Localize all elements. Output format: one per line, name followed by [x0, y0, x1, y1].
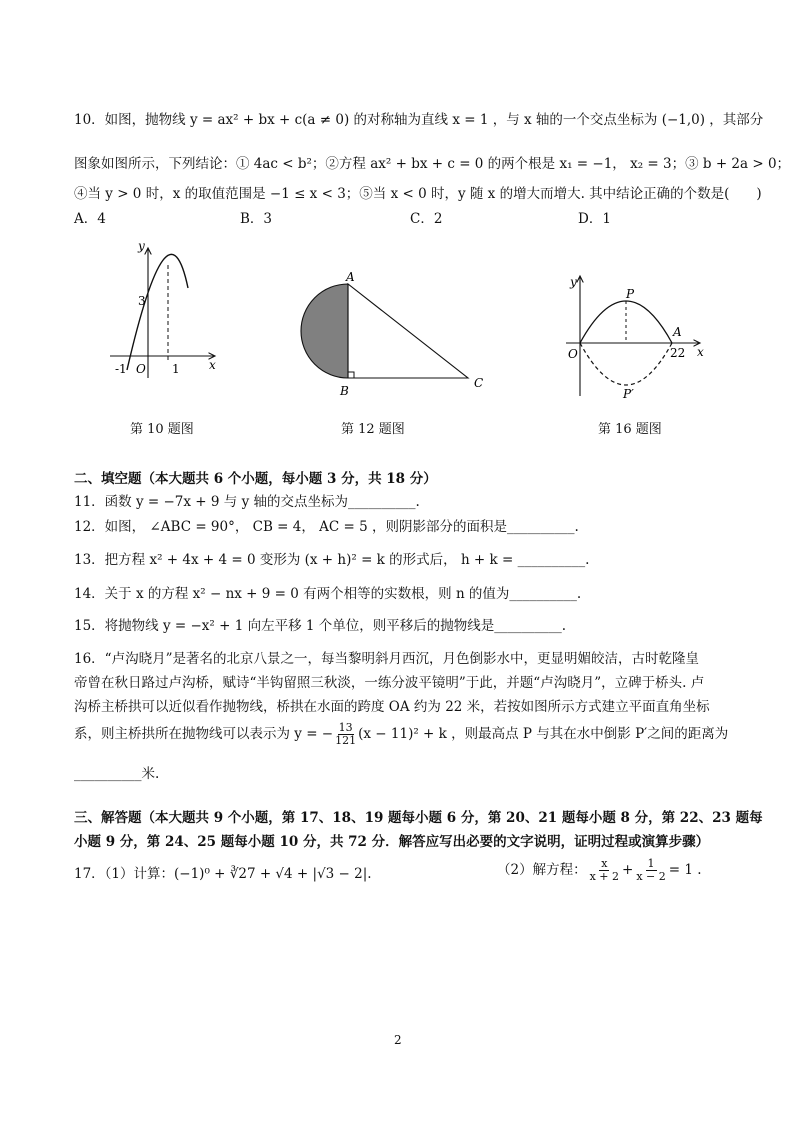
fraction-denominator: 121 — [335, 734, 357, 747]
caption-fig10: 第 10 题图 — [130, 422, 194, 437]
fraction-numerator: x — [601, 857, 608, 870]
label-p-prime: P′ — [623, 387, 634, 401]
label-p: P — [626, 287, 635, 301]
q16-line4 — [74, 722, 728, 747]
label-c: C — [474, 376, 484, 390]
page-number: 2 — [394, 1033, 402, 1047]
q17-part2 — [497, 858, 702, 883]
fraction-denominator: x + 2 — [589, 870, 620, 883]
q14: 14．关于 x 的方程 x² − nx + 9 = 0 有两个相等的实数根，则 n 的值为__________. — [74, 586, 582, 602]
shaded-semicircle — [301, 284, 348, 378]
label-neg1: -1 — [115, 362, 127, 376]
parabola — [127, 254, 188, 370]
q11: 11．函数 y = −7x + 9 与 y 轴的交点坐标为__________. — [74, 494, 420, 510]
fraction-numerator: 1 — [647, 857, 655, 870]
label-1: 1 — [172, 362, 180, 376]
section2-title: 二、填空题（本大题共 6 个小题，每小题 3 分，共 18 分） — [74, 471, 437, 487]
caption-fig12: 第 12 题图 — [341, 422, 405, 437]
fraction-x-over-x-plus-2 — [590, 858, 619, 883]
equation-rhs: = 1 . — [668, 862, 702, 878]
label-a: A — [673, 325, 682, 339]
q10-line1: 10．如图，抛物线 y = ax² + bx + c(a ≠ 0) 的对称轴为直线 x = 1 ，与 x 轴的一个交点坐标为 (−1,0) ，其部分 — [74, 112, 764, 128]
q13: 13．把方程 x² + 4x + 4 = 0 变形为 (x + h)² = k 的形式后， h + k = __________. — [74, 552, 590, 568]
y-label: y — [138, 239, 145, 253]
right-angle-mark — [348, 372, 354, 378]
fraction-denominator: x − 2 — [636, 870, 666, 883]
triangle-abc — [348, 284, 468, 378]
x-label: x — [209, 358, 216, 372]
q10-option-a: A．4 — [74, 211, 106, 227]
q16-line4-end: (x − 11)² + k ，则最高点 P 与其在水中倒影 P′之间的距离为 — [358, 726, 729, 742]
figure-12 — [290, 268, 490, 403]
q10-option-b: B．3 — [240, 211, 273, 227]
figure-16 — [560, 268, 710, 408]
label-3: 3 — [138, 294, 146, 308]
q15: 15．将抛物线 y = −x² + 1 向左平移 1 个单位，则平移后的抛物线是__________. — [74, 618, 567, 634]
section3-title-line2: 小题 9 分，第 24、25 题每小题 10 分，共 72 分．解答应写出必要的文字说明，证明过程或演算步骤） — [74, 834, 710, 850]
q16-line3: 沟桥主桥拱可以近似看作抛物线，桥拱在水面的跨度 OA 约为 22 米，若按如图所示方式建立平面直角坐标 — [74, 699, 710, 715]
fraction-1-over-x-minus-2 — [636, 858, 665, 883]
label-origin: O — [136, 362, 146, 376]
figure-10 — [100, 238, 225, 383]
q10-line3: ④当 y > 0 时，x 的取值范围是 −1 ≤ x < 3；⑤当 x < 0 时，y 随 x 的增大而增大. 其中结论正确的个数是( ) — [74, 186, 762, 202]
q10-line2: 图象如图所示，下列结论：① 4ac < b²；②方程 ax² + bx + c = 0 的两个根是 x₁ = −1， x₂ = 3；③ b + 2a > 0； — [74, 156, 791, 172]
label-22: 22 — [670, 346, 686, 360]
arch-reflection — [580, 343, 672, 385]
fraction-numerator: 13 — [338, 721, 353, 734]
section3-title-line1: 三、解答题（本大题共 9 个小题，第 17、18、19 题每小题 6 分，第 20、21 题每小题 8 分，第 22、23 题每 — [74, 810, 763, 826]
plus-sign: + — [622, 862, 634, 878]
label-o: O — [568, 347, 578, 361]
q10-option-c: C．2 — [410, 211, 443, 227]
caption-fig16: 第 16 题图 — [598, 422, 662, 437]
q17-part2-label: （2）解方程： — [497, 862, 587, 878]
x-label: x — [697, 345, 704, 359]
y-label: y — [570, 275, 577, 289]
label-a: A — [346, 270, 355, 284]
q10-option-d: D．1 — [578, 211, 611, 227]
q12: 12．如图， ∠ABC = 90°， CB = 4， AC = 5 ，则阴影部分的面积是__________. — [74, 519, 579, 535]
q17-part1: 17．（1）计算：(−1)⁰ + ∛27 + √4 + |√3 − 2|. — [74, 866, 372, 882]
q16-line1: 16．“卢沟晓月”是著名的北京八景之一，每当黎明斜月西沉，月色倒影水中，更显明媚皎洁，古时乾隆皇 — [74, 651, 699, 667]
fraction-13-121 — [335, 722, 356, 747]
q16-line2: 帝曾在秋日路过卢沟桥，赋诗“半钩留照三秋淡，一练分波平镜明”于此，并题“卢沟晓月”，立碑于桥头. 卢 — [74, 675, 705, 691]
label-b: B — [340, 384, 349, 398]
q16-line4-start: 系，则主桥拱所在抛物线可以表示为 y = − — [74, 726, 334, 742]
q16-line5: __________米. — [74, 766, 160, 782]
